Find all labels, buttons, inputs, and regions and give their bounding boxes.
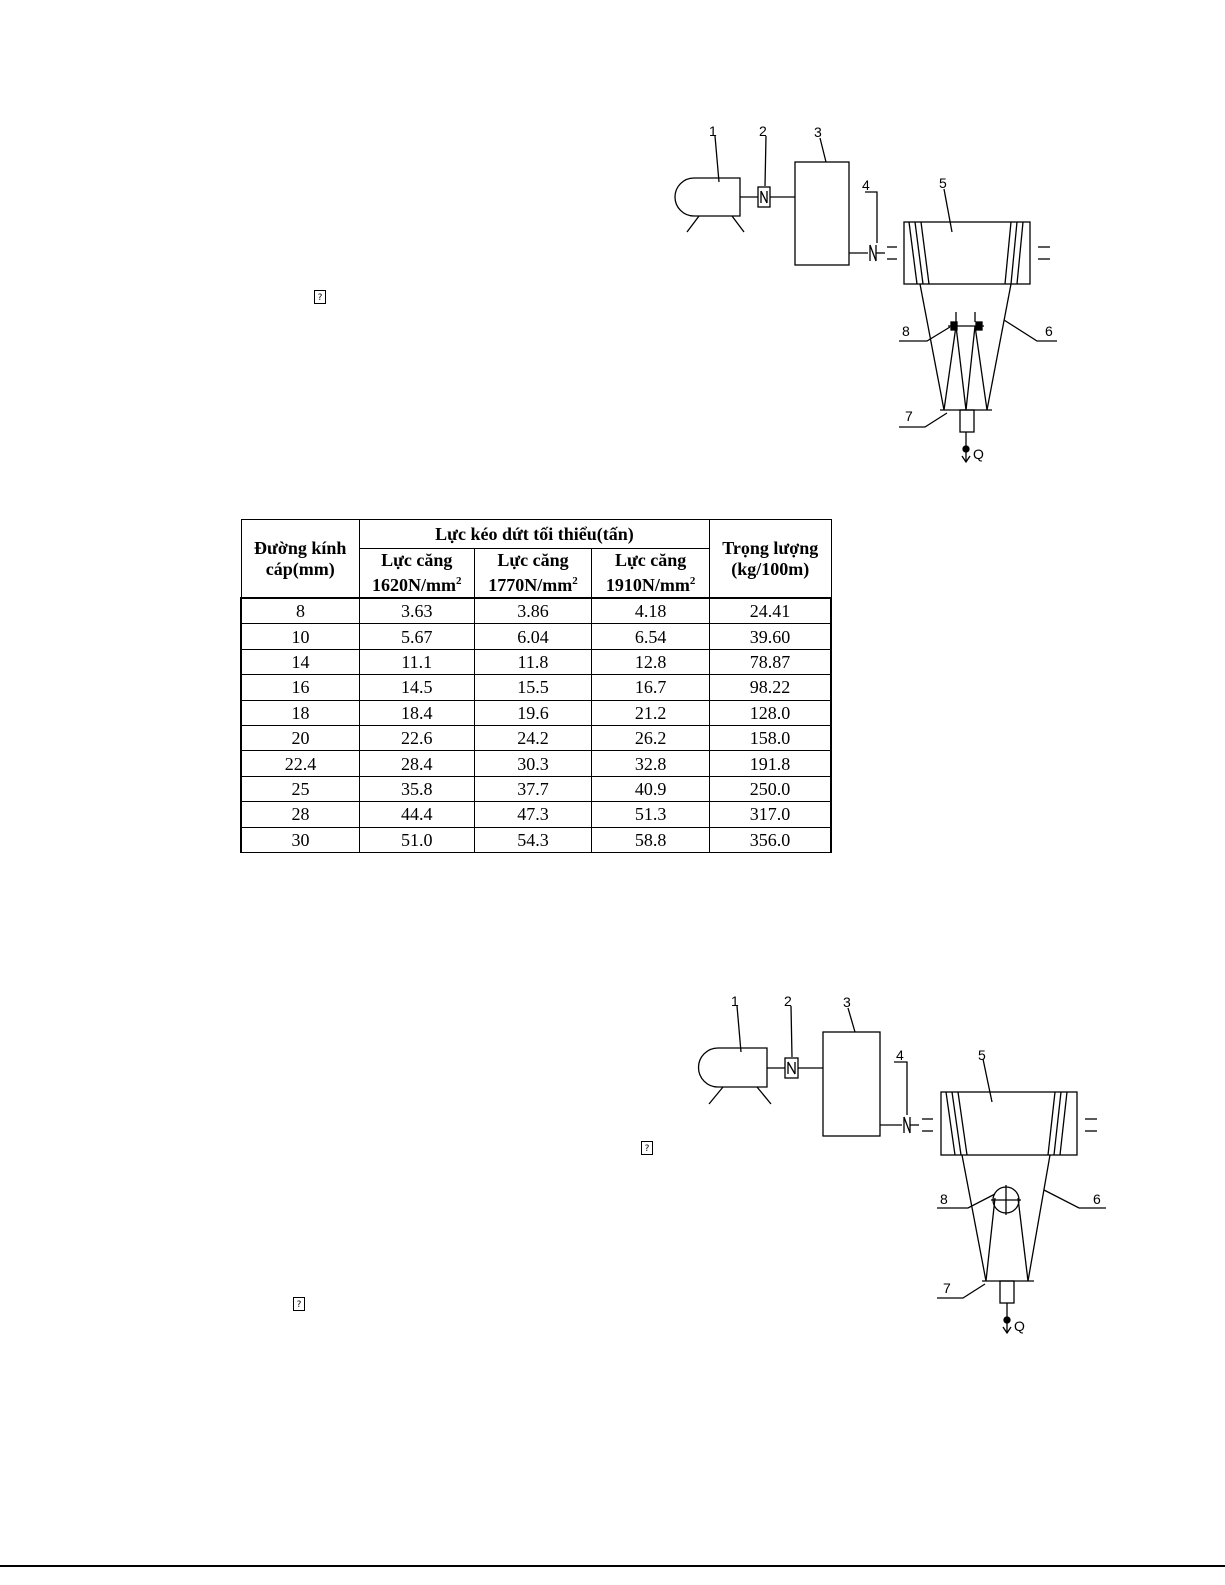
table-row [241, 776, 831, 801]
cell-force-1770: 30.3 [474, 751, 592, 776]
header-breaking-force: Lực kéo dứt tối thiểu(tấn) [359, 520, 709, 549]
table-row [241, 751, 831, 776]
diagram1-label-7: 7 [905, 408, 913, 424]
header-tension-value: 1910N/mm [605, 575, 690, 595]
hoist-diagram-2 [0, 980, 1225, 1350]
header-tension-value: 1620N/mm [372, 575, 457, 595]
header-tension-label: Lực căng [381, 550, 453, 570]
cell-force-1910: 32.8 [592, 751, 710, 776]
cell-weight: 98.22 [709, 675, 831, 700]
diagram2-label-7: 7 [943, 1280, 951, 1296]
cell-weight: 191.8 [709, 751, 831, 776]
cell-diameter: 30 [241, 827, 359, 852]
table-row [241, 700, 831, 725]
header-tension-sup: 2 [689, 575, 696, 587]
diagram2-label-3: 3 [843, 994, 851, 1010]
header-tension-label: Lực căng [614, 550, 687, 570]
cell-force-1910: 26.2 [592, 725, 710, 750]
cell-force-1770: 6.04 [474, 624, 592, 649]
cell-diameter: 16 [241, 675, 359, 700]
diagram1-label-4: 4 [862, 177, 870, 193]
header-tension-1910 [592, 549, 710, 599]
cell-diameter: 25 [241, 776, 359, 801]
cell-force-1770: 24.2 [474, 725, 592, 750]
cell-force-1620: 3.63 [359, 598, 474, 624]
cable-spec-table [240, 519, 832, 853]
header-tension-value: 1770N/mm [488, 575, 573, 595]
diagram1-label-6: 6 [1045, 323, 1053, 339]
cell-force-1910: 4.18 [592, 598, 710, 624]
cell-force-1620: 14.5 [359, 675, 474, 700]
table-row [241, 675, 831, 700]
cell-force-1910: 58.8 [592, 827, 710, 852]
missing-glyph-icon: ? [293, 1297, 305, 1311]
cell-force-1910: 16.7 [592, 675, 710, 700]
table-row [241, 802, 831, 827]
cell-force-1770: 47.3 [474, 802, 592, 827]
cell-weight: 78.87 [709, 649, 831, 674]
cell-weight: 24.41 [709, 598, 831, 624]
diagram1-load-label: Q [973, 446, 984, 462]
diagram1-label-5: 5 [939, 175, 947, 191]
cell-weight: 250.0 [709, 776, 831, 801]
cell-force-1770: 15.5 [474, 675, 592, 700]
header-tension-1620 [359, 549, 474, 599]
cell-force-1770: 19.6 [474, 700, 592, 725]
cell-weight: 356.0 [709, 827, 831, 852]
diagram2-label-1: 1 [731, 993, 739, 1009]
cell-diameter: 14 [241, 649, 359, 674]
table-row [241, 827, 831, 852]
cell-weight: 317.0 [709, 802, 831, 827]
cell-force-1620: 5.67 [359, 624, 474, 649]
cell-force-1770: 11.8 [474, 649, 592, 674]
missing-glyph-icon: ? [641, 1141, 653, 1155]
cell-diameter: 20 [241, 725, 359, 750]
cell-diameter: 28 [241, 802, 359, 827]
diagram2-label-8: 8 [940, 1191, 948, 1207]
cell-weight: 128.0 [709, 700, 831, 725]
cell-force-1770: 54.3 [474, 827, 592, 852]
table-row [241, 598, 831, 624]
diagram2-label-5: 5 [978, 1047, 986, 1063]
cell-force-1620: 51.0 [359, 827, 474, 852]
diagram2-label-4: 4 [896, 1047, 904, 1063]
diagram1-label-8: 8 [902, 323, 910, 339]
diagram2-label-6: 6 [1093, 1191, 1101, 1207]
cell-force-1910: 51.3 [592, 802, 710, 827]
diagram2-label-2: 2 [784, 993, 792, 1009]
diagram1-label-1: 1 [709, 123, 717, 139]
cell-force-1910: 6.54 [592, 624, 710, 649]
missing-glyph-icon: ? [314, 290, 326, 304]
table-row [241, 649, 831, 674]
table-row [241, 725, 831, 750]
header-diameter: Đường kính cáp(mm) [241, 520, 359, 599]
cell-force-1910: 21.2 [592, 700, 710, 725]
header-tension-label: Lực căng [497, 550, 569, 570]
diagram2-load-label: Q [1014, 1318, 1025, 1334]
cell-diameter: 8 [241, 598, 359, 624]
cell-force-1620: 22.6 [359, 725, 474, 750]
cell-force-1620: 18.4 [359, 700, 474, 725]
cell-force-1770: 37.7 [474, 776, 592, 801]
cell-diameter: 22.4 [241, 751, 359, 776]
diagram1-label-3: 3 [814, 124, 822, 140]
cell-force-1910: 12.8 [592, 649, 710, 674]
cell-force-1620: 11.1 [359, 649, 474, 674]
page-bottom-rule [0, 1565, 1225, 1567]
table-row [241, 624, 831, 649]
header-weight: Trọng lượng (kg/100m) [709, 520, 831, 599]
cell-force-1770: 3.86 [474, 598, 592, 624]
cell-force-1620: 28.4 [359, 751, 474, 776]
cell-diameter: 10 [241, 624, 359, 649]
header-tension-sup: 2 [572, 575, 578, 587]
cell-diameter: 18 [241, 700, 359, 725]
cell-force-1910: 40.9 [592, 776, 710, 801]
cell-weight: 39.60 [709, 624, 831, 649]
header-tension-sup: 2 [456, 575, 462, 587]
cell-weight: 158.0 [709, 725, 831, 750]
hoist-diagram-1 [0, 0, 1225, 500]
diagram1-label-2: 2 [759, 123, 767, 139]
header-tension-1770 [474, 549, 592, 599]
cell-force-1620: 35.8 [359, 776, 474, 801]
cell-force-1620: 44.4 [359, 802, 474, 827]
